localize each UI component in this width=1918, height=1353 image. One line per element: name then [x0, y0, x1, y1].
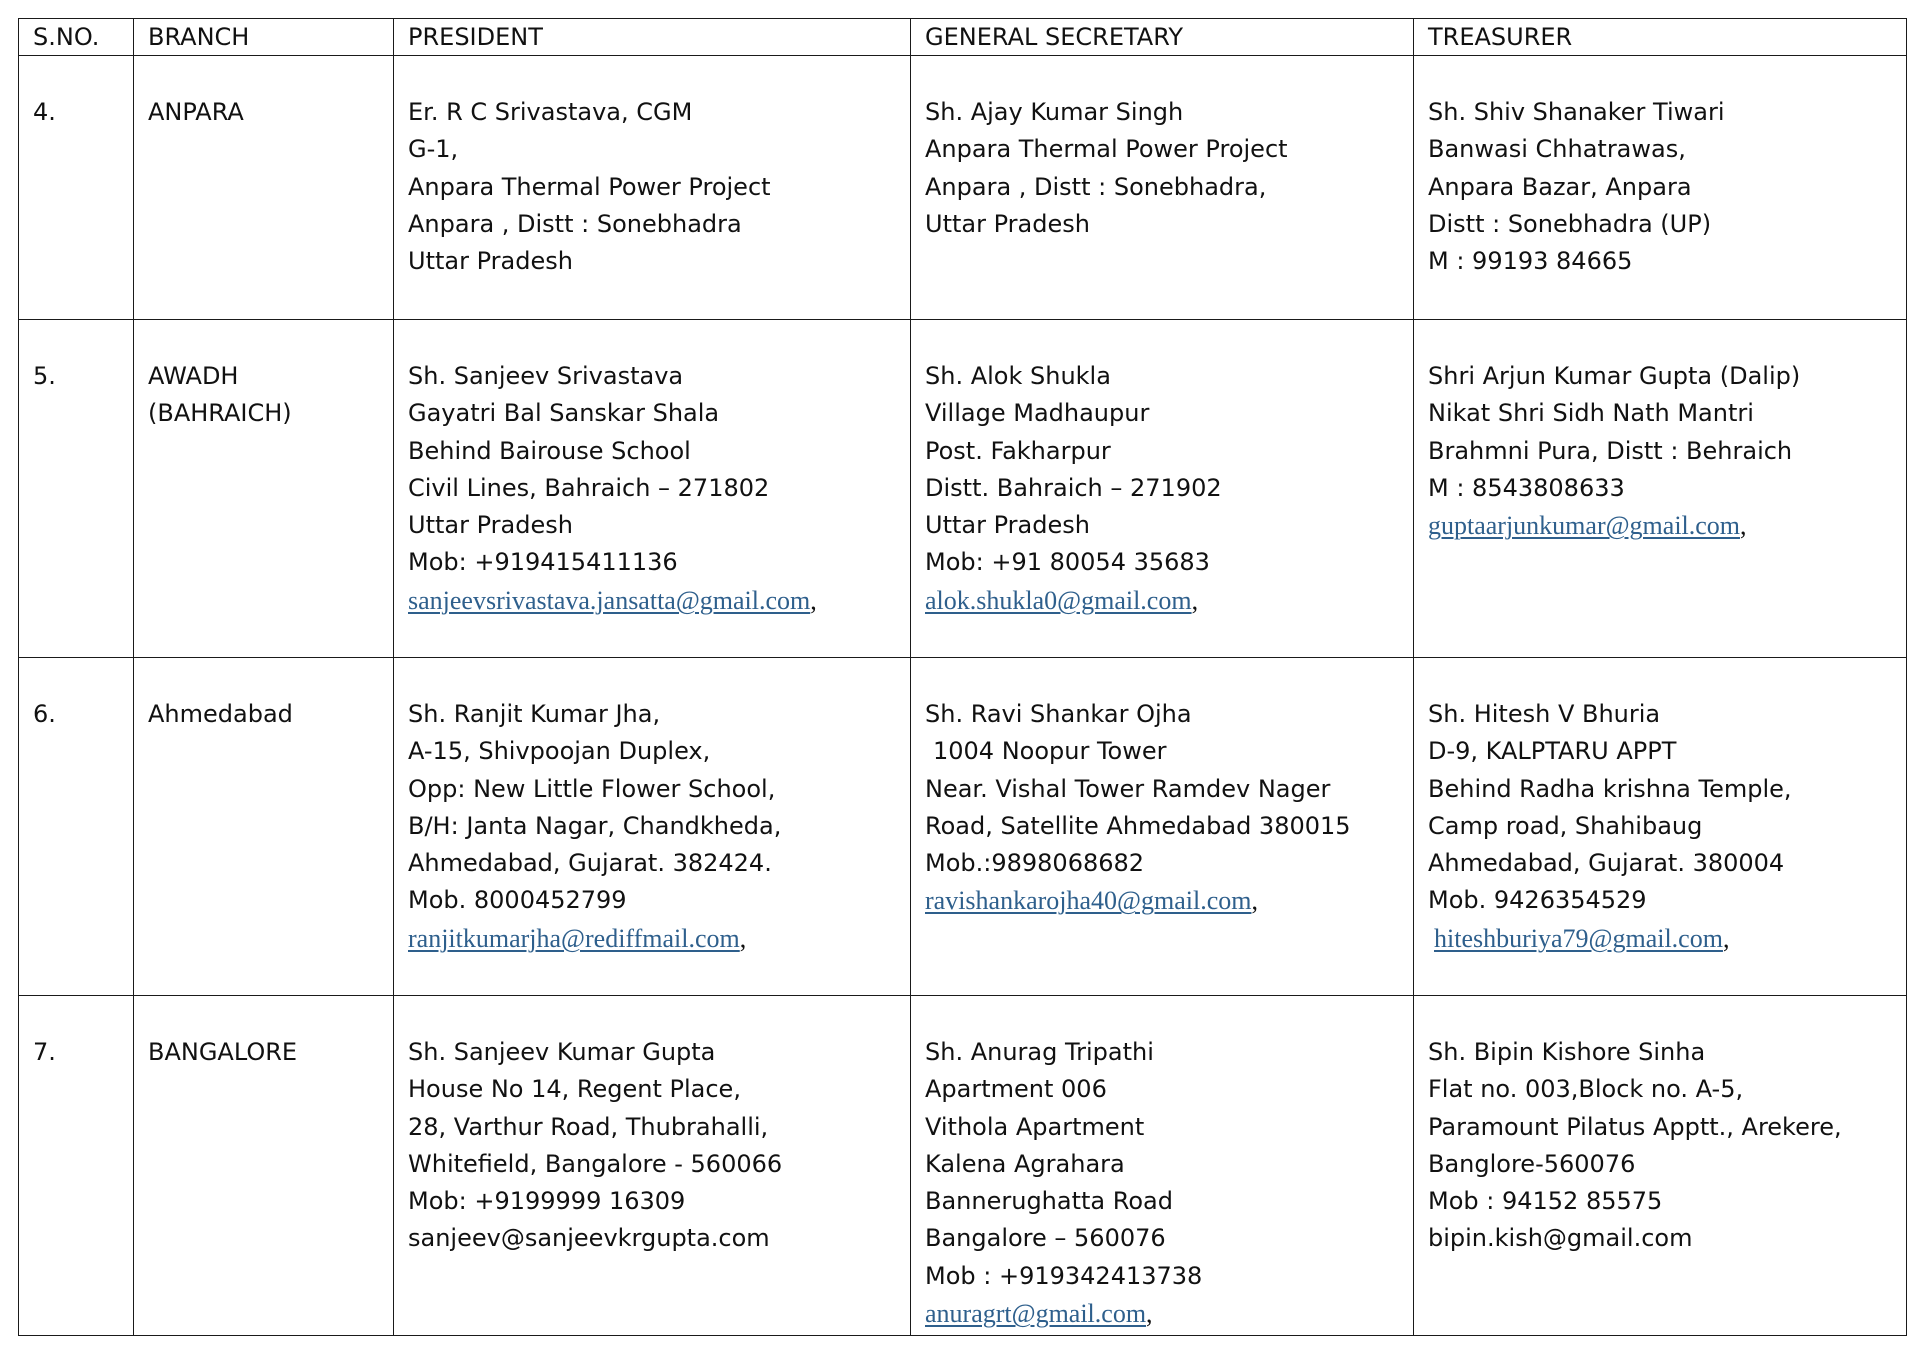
general-secretary-name: Sh. Ajay Kumar Singh: [925, 98, 1184, 126]
address-line: Banwasi Chhatrawas,: [1428, 135, 1686, 164]
address-line: Opp: New Little Flower School,: [408, 774, 776, 803]
address-line: Ahmedabad, Gujarat. 382424.: [408, 849, 772, 878]
president-name: Sh. Sanjeev Kumar Gupta: [408, 1038, 716, 1066]
address-line: Paramount Pilatus Apptt., Arekere,: [1428, 1112, 1842, 1141]
general-secretary-name: Sh. Anurag Tripathi: [925, 1038, 1154, 1066]
mobile-number: Mob: +9199999 16309: [408, 1187, 686, 1216]
cell-president: [394, 996, 911, 1336]
address-line: Near. Vishal Tower Ramdev Nager: [925, 774, 1331, 803]
address-line: Behind Radha krishna Temple,: [1428, 774, 1792, 803]
general-secretary-name: Sh. Ravi Shankar Ojha: [925, 700, 1192, 728]
cell-president: [394, 320, 911, 658]
email-line: [1428, 507, 1906, 545]
header-general-secretary: GENERAL SECRETARY: [911, 19, 1414, 56]
table-row: [19, 658, 1907, 996]
address-line: Uttar Pradesh: [925, 209, 1090, 238]
cell-general-secretary: [911, 320, 1414, 658]
email-text: bipin.kish@gmail.com: [1428, 1224, 1693, 1253]
address-line: Anpara Thermal Power Project: [408, 172, 771, 201]
email-line: [925, 882, 1413, 920]
cell-treasurer: [1414, 56, 1907, 320]
mobile-number: Mob: +91 80054 35683: [925, 548, 1210, 577]
address-line: Distt. Bahraich – 271902: [925, 473, 1222, 502]
email-line: [408, 920, 910, 958]
address-line: B/H: Janta Nagar, Chandkheda,: [408, 811, 782, 840]
mobile-number: Mob : 94152 85575: [1428, 1187, 1663, 1216]
address-line: Distt : Sonebhadra (UP): [1428, 209, 1712, 238]
cell-branch: [134, 320, 394, 658]
header-treasurer: TREASURER: [1414, 19, 1907, 56]
email-line: [925, 582, 1413, 620]
mobile-number: Mob: +919415411136: [408, 548, 678, 577]
address-line: Road, Satellite Ahmedabad 380015: [925, 811, 1351, 840]
address-line: Anpara , Distt : Sonebhadra,: [925, 172, 1267, 201]
email-line: [408, 582, 910, 620]
address-line: Bangalore – 560076: [925, 1224, 1166, 1253]
president-name: Sh. Ranjit Kumar Jha,: [408, 700, 661, 728]
address-line: Village Madhaupur: [925, 399, 1150, 428]
cell-sno: [19, 996, 134, 1336]
cell-general-secretary: [911, 996, 1414, 1336]
address-line: 1004 Noopur Tower: [933, 737, 1167, 766]
email-link[interactable]: anuragrt@gmail.com: [925, 1299, 1147, 1329]
branch-name: BANGALORE: [148, 1038, 298, 1066]
address-line: Behind Bairouse School: [408, 436, 691, 465]
address-line: Brahmni Pura, Distt : Behraich: [1428, 436, 1793, 465]
email-link[interactable]: hiteshburiya79@gmail.com: [1434, 923, 1723, 953]
mobile-number: Mob.:9898068682: [925, 849, 1145, 878]
serial-number: 7.: [33, 1038, 56, 1066]
cell-treasurer: [1414, 996, 1907, 1336]
mobile-number: Mob : +919342413738: [925, 1261, 1203, 1290]
cell-branch: [134, 996, 394, 1336]
mobile-number: M : 8543808633: [1428, 473, 1625, 502]
email-text: sanjeev@sanjeevkrgupta.com: [408, 1224, 770, 1253]
address-line: Bannerughatta Road: [925, 1187, 1173, 1216]
cell-treasurer: [1414, 320, 1907, 658]
address-line: Flat no. 003,Block no. A-5,: [1428, 1075, 1744, 1104]
email-link[interactable]: sanjeevsrivastava.jansatta@gmail.com: [408, 585, 811, 615]
treasurer-name: Sh. Bipin Kishore Sinha: [1428, 1038, 1706, 1066]
branch-name: ANPARA: [148, 98, 244, 126]
address-line: Gayatri Bal Sanskar Shala: [408, 399, 720, 428]
email-comma: ,: [739, 923, 747, 953]
address-line: Post. Fakharpur: [925, 436, 1111, 465]
address-line: Anpara Thermal Power Project: [925, 135, 1288, 164]
email-link[interactable]: ravishankarojha40@gmail.com: [925, 886, 1252, 916]
branch-name: Ahmedabad: [148, 700, 293, 728]
email-comma: ,: [1146, 1299, 1153, 1329]
email-comma: ,: [1740, 511, 1747, 541]
address-line: D-9, KALPTARU APPT: [1428, 737, 1677, 766]
address-line: Kalena Agrahara: [925, 1149, 1125, 1178]
general-secretary-name: Sh. Alok Shukla: [925, 362, 1111, 390]
email-link[interactable]: alok.shukla0@gmail.com: [925, 585, 1192, 615]
header-branch: BRANCH: [134, 19, 394, 56]
email-comma: ,: [1191, 585, 1199, 615]
serial-number: 6.: [33, 700, 56, 728]
address-line: Uttar Pradesh: [408, 511, 573, 540]
header-row: [19, 19, 1907, 56]
email-link[interactable]: ranjitkumarjha@rediffmail.com: [408, 923, 740, 953]
table-row: [19, 56, 1907, 320]
email-comma: ,: [1722, 923, 1730, 953]
cell-general-secretary: [911, 56, 1414, 320]
cell-branch: [134, 56, 394, 320]
cell-sno: [19, 320, 134, 658]
header-president: PRESIDENT: [394, 19, 911, 56]
mobile-number: M : 99193 84665: [1428, 247, 1633, 276]
address-line: A-15, Shivpoojan Duplex,: [408, 737, 711, 766]
cell-sno: [19, 56, 134, 320]
president-name: Er. R C Srivastava, CGM: [408, 98, 693, 126]
address-line: Whitefield, Bangalore - 560066: [408, 1149, 783, 1178]
address-line: House No 14, Regent Place,: [408, 1075, 741, 1104]
address-line: Apartment 006: [925, 1075, 1107, 1104]
branch-name-sub: (BAHRAICH): [148, 399, 292, 428]
address-line: Vithola Apartment: [925, 1112, 1145, 1141]
address-line: 28, Varthur Road, Thubrahalli,: [408, 1112, 769, 1141]
cell-president: [394, 658, 911, 996]
address-line: Anpara Bazar, Anpara: [1428, 172, 1692, 201]
mobile-number: Mob. 9426354529: [1428, 886, 1647, 915]
address-line: Civil Lines, Bahraich – 271802: [408, 473, 770, 502]
email-line: [925, 1295, 1413, 1333]
branch-officers-table: [18, 18, 1907, 1336]
address-line: G-1,: [408, 135, 459, 164]
email-link[interactable]: guptaarjunkumar@gmail.com: [1428, 511, 1741, 541]
mobile-number: Mob. 8000452799: [408, 886, 627, 915]
table-row: [19, 996, 1907, 1336]
treasurer-name: Shri Arjun Kumar Gupta (Dalip): [1428, 362, 1801, 390]
address-line: Banglore-560076: [1428, 1149, 1636, 1178]
branch-name: AWADH: [148, 362, 239, 390]
president-name: Sh. Sanjeev Srivastava: [408, 362, 684, 390]
email-line: [1428, 920, 1906, 958]
email-comma: ,: [810, 585, 817, 615]
serial-number: 4.: [33, 98, 56, 126]
cell-treasurer: [1414, 658, 1907, 996]
address-line: Camp road, Shahibaug: [1428, 811, 1703, 840]
cell-general-secretary: [911, 658, 1414, 996]
cell-sno: [19, 658, 134, 996]
serial-number: 5.: [33, 362, 56, 390]
address-line: Uttar Pradesh: [925, 511, 1090, 540]
address-line: Nikat Shri Sidh Nath Mantri: [1428, 399, 1754, 428]
cell-branch: [134, 658, 394, 996]
cell-president: [394, 56, 911, 320]
address-line: Uttar Pradesh: [408, 247, 573, 276]
email-comma: ,: [1251, 886, 1258, 916]
treasurer-name: Sh. Shiv Shanaker Tiwari: [1428, 98, 1725, 126]
treasurer-name: Sh. Hitesh V Bhuria: [1428, 700, 1661, 728]
address-line: Anpara , Distt : Sonebhadra: [408, 209, 742, 238]
address-line: Ahmedabad, Gujarat. 380004: [1428, 849, 1785, 878]
header-sno: S.NO.: [19, 19, 134, 56]
table-row: [19, 320, 1907, 658]
